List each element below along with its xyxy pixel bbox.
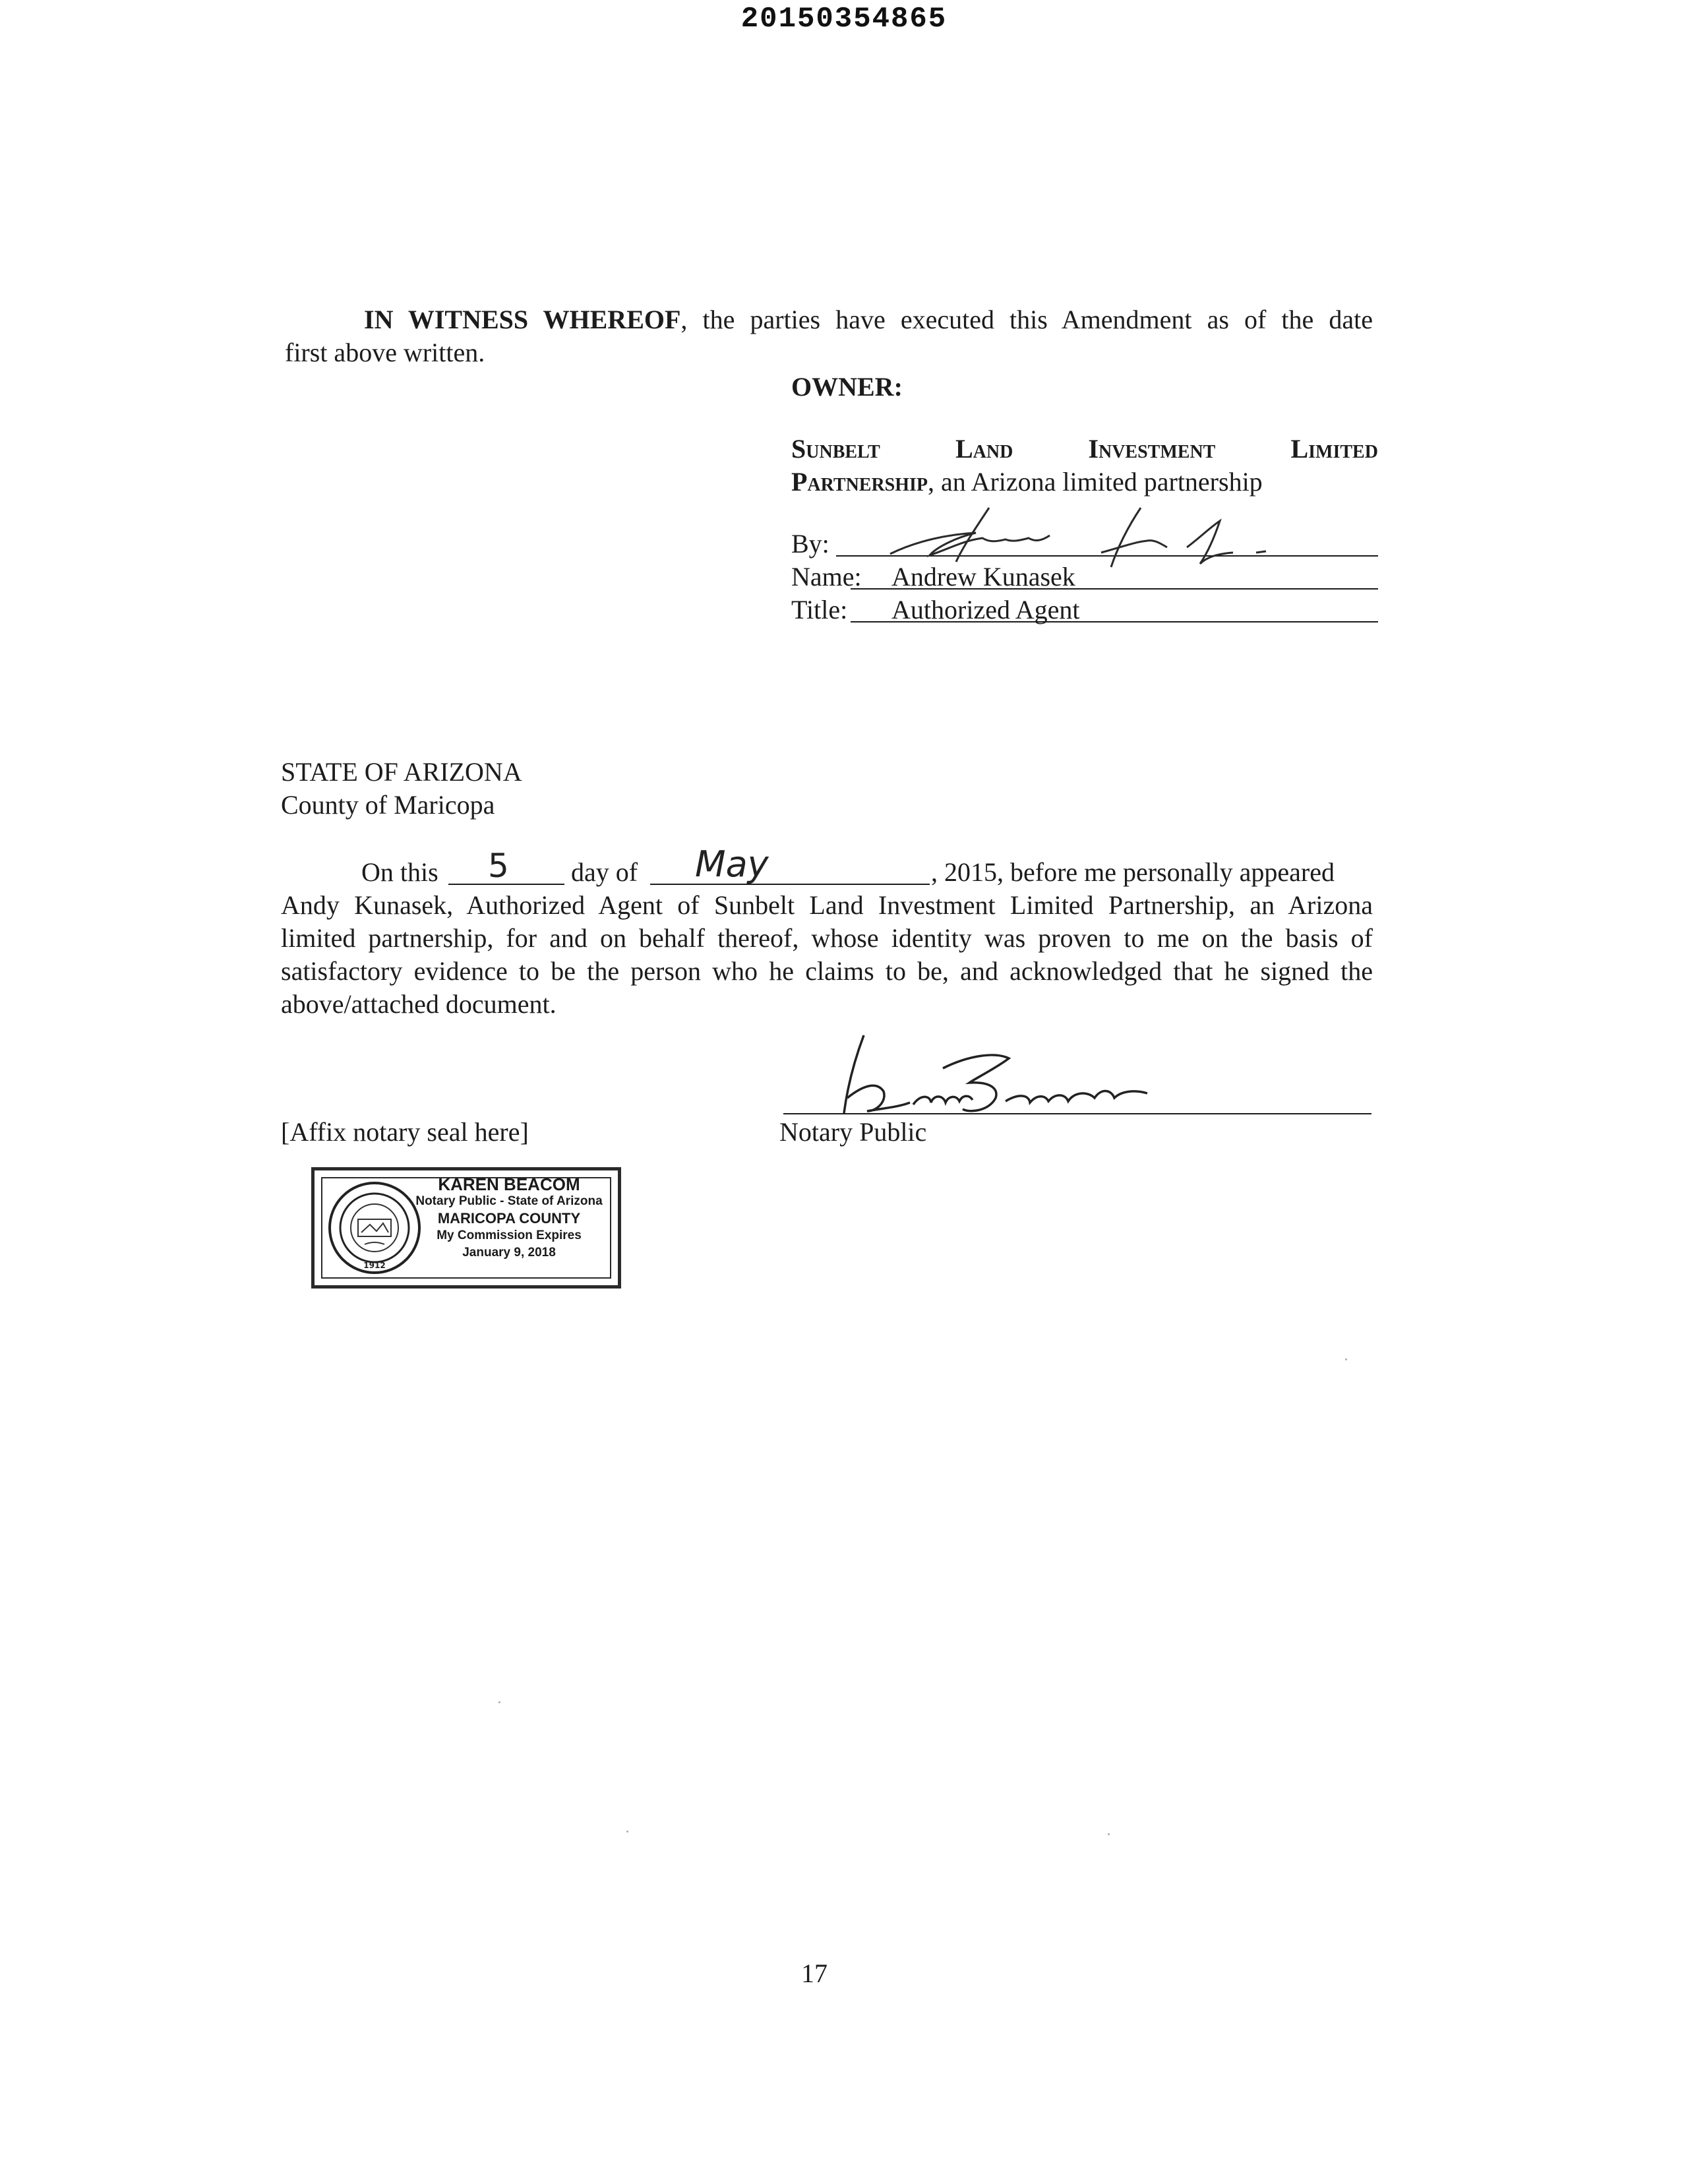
seal-notary-state: Notary Public - State of Arizona	[415, 1194, 603, 1208]
state-heading: STATE OF ARIZONA	[281, 757, 522, 787]
seal-county: MARICOPA COUNTY	[437, 1210, 581, 1227]
title-value: Authorized Agent	[891, 595, 1080, 624]
entity-caps: Partnership	[791, 467, 928, 497]
notary-para-line-3: limited partnership, for and on behalf thereof, whose identity was proven to me on the basis of	[281, 923, 1373, 953]
document-number: 20150354865	[740, 3, 948, 36]
on-this-label: On this	[361, 857, 438, 887]
by-label: By:	[791, 529, 829, 559]
scan-speck	[498, 1701, 500, 1703]
owner-heading: OWNER:	[791, 372, 903, 402]
scan-speck	[1345, 1358, 1347, 1360]
state-seal-emblem-icon	[325, 1178, 424, 1277]
entity-word-2: Land	[955, 434, 1013, 464]
seal-commission-date: January 9, 2018	[462, 1246, 556, 1259]
title-label: Title:	[791, 595, 848, 624]
witness-lead: IN WITNESS WHEREOF	[364, 305, 681, 334]
county-heading: County of Maricopa	[281, 790, 495, 820]
notary-public-label: Notary Public	[779, 1117, 927, 1147]
entity-rest: , an Arizona limited partnership	[928, 467, 1263, 497]
month-value: May	[695, 843, 769, 885]
name-value: Andrew Kunasek	[891, 562, 1075, 592]
notary-para-line-2: Andy Kunasek, Authorized Agent of Sunbelt Land Investment Limited Partnership, an Arizona	[281, 890, 1373, 920]
seal-commission-label: My Commission Expires	[437, 1228, 582, 1242]
entity-word-4: Limited	[1290, 434, 1378, 464]
notary-para-line-5: above/attached document.	[281, 989, 557, 1019]
entity-word-3: Investment	[1088, 434, 1216, 464]
witness-line-2: first above written.	[285, 338, 485, 367]
seal-emblem-year: 1912	[363, 1261, 386, 1270]
scan-speck	[1108, 1833, 1110, 1835]
affix-seal-label: [Affix notary seal here]	[281, 1117, 529, 1147]
witness-line-1	[285, 303, 1373, 336]
name-label: Name:	[791, 562, 862, 592]
scan-speck	[626, 1831, 628, 1833]
notary-line1-rest: , 2015, before me personally appeared	[931, 857, 1335, 887]
entity-word-1: Sunbelt	[791, 434, 880, 464]
notary-seal	[311, 1167, 621, 1289]
witness-line1-rest: , the parties have executed this Amendment as of the date	[680, 305, 1373, 334]
entity-name-line-2	[791, 466, 1263, 499]
day-value: 5	[488, 847, 509, 885]
month-blank	[650, 884, 930, 885]
notary-para-line-4: satisfactory evidence to be the person who he claims to be, and acknowledged that he signed the	[281, 956, 1373, 986]
entity-name-line-1	[791, 433, 1378, 466]
page-number: 17	[801, 1958, 828, 1988]
day-of-label: day of	[571, 857, 638, 887]
notary-signature-line	[783, 1113, 1372, 1114]
seal-notary-name: KAREN BEACOM	[438, 1174, 580, 1194]
